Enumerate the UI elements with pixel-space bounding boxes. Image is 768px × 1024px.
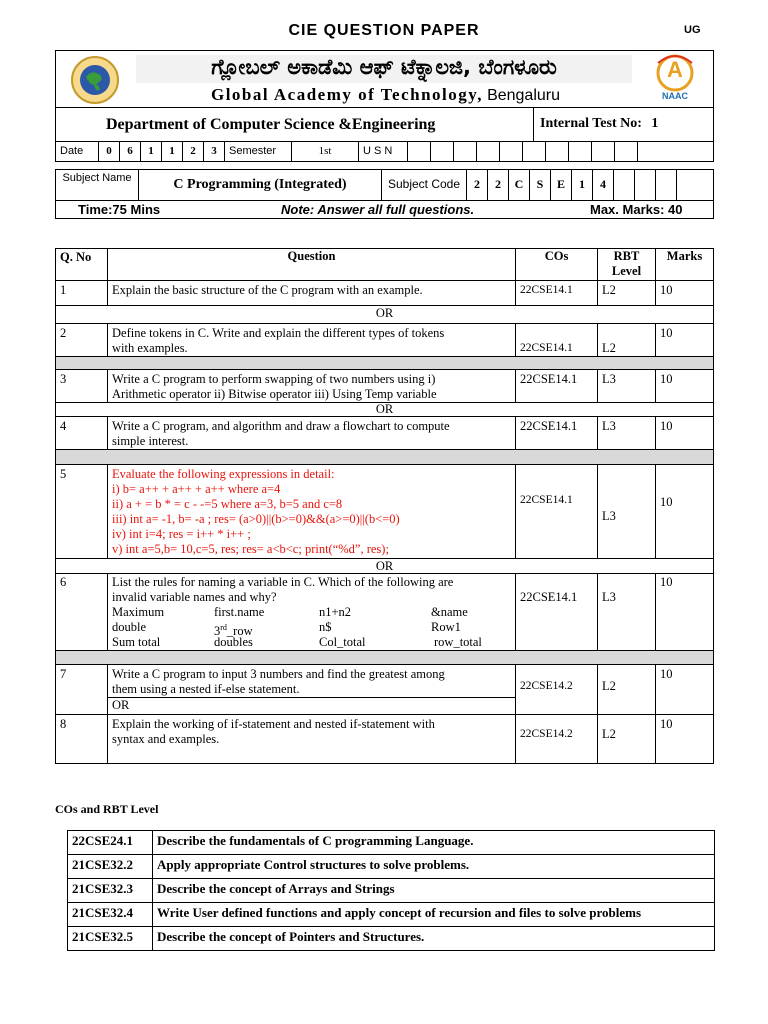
question-text	[108, 574, 516, 651]
variable-name: n1+n2	[319, 605, 352, 619]
question-marks: 10	[656, 715, 714, 764]
variable-name: row_total	[434, 635, 482, 649]
usn-box	[592, 142, 615, 162]
code-box	[677, 170, 714, 201]
date-digit: 1	[162, 142, 183, 162]
usn-box	[569, 142, 592, 162]
header-rbt: RBT Level	[598, 249, 656, 281]
header-qno: Q. No	[56, 249, 108, 281]
question-text	[108, 281, 516, 306]
question-text	[108, 715, 516, 764]
usn-box	[615, 142, 638, 162]
question-rbt: L3	[598, 417, 656, 450]
question-line: v) int a=5,b= 10,c=5, res; res= a<b<c; print(“%d”, res);	[112, 542, 389, 556]
naac-badge	[652, 53, 698, 105]
question-line: Explain the working of if-statement and nested if-statement with	[112, 717, 435, 731]
date-digit: 2	[183, 142, 204, 162]
or-separator: OR	[108, 697, 515, 713]
variable-name: first.name	[214, 605, 265, 619]
date-digit: 1	[141, 142, 162, 162]
question-text	[108, 665, 516, 715]
question-marks: 10	[656, 665, 714, 715]
questions-table	[55, 248, 714, 764]
question-co: 22CSE14.1	[516, 574, 598, 651]
question-line: Evaluate the following expressions in detail:	[112, 467, 335, 481]
variable-name: Sum total	[112, 635, 161, 649]
question-no: 6	[56, 574, 108, 651]
question-line: Define tokens in C. Write and explain the different types of tokens	[112, 326, 445, 340]
naac-grade: A	[667, 57, 683, 82]
subject-code-label: Subject Code	[382, 170, 467, 201]
question-line: List the rules for naming a variable in C. Which of the following are	[112, 575, 454, 589]
question-co: 22CSE14.2	[516, 715, 598, 764]
table-row	[56, 665, 714, 715]
table-row	[56, 574, 714, 651]
department-row	[55, 107, 714, 142]
co-code: 21CSE32.5	[68, 927, 153, 951]
subject-code-char: C	[509, 170, 530, 201]
question-line: Explain the basic structure of the C program with an example.	[112, 283, 423, 297]
internal-test-label: Internal Test No:	[540, 116, 642, 131]
subject-name: C Programming (Integrated)	[139, 170, 382, 201]
question-no: 2	[56, 324, 108, 357]
question-line: with examples.	[112, 341, 188, 355]
variable-name: double	[112, 620, 147, 634]
question-line: simple interest.	[112, 434, 189, 448]
usn-box	[500, 142, 523, 162]
question-line: Write a C program to perform swapping of two numbers using i)	[112, 372, 436, 386]
co-code: 22CSE24.1	[68, 831, 153, 855]
internal-test	[540, 116, 658, 132]
variable-name: Row1	[431, 620, 461, 634]
max-marks: Max. Marks: 40	[590, 202, 683, 217]
co-desc: Write User defined functions and apply concept of recursion and files to solve problems	[153, 903, 715, 927]
question-marks: 10	[656, 370, 714, 403]
subject-code-char: 4	[593, 170, 614, 201]
variable-name: n$	[319, 620, 332, 634]
college-header	[55, 50, 714, 108]
department-name: Department of Computer Science &Engineering	[106, 116, 436, 133]
question-line: iii) int a= -1, b= -a ; res= (a>0)||(b>=0)&&(a>=0)||(b<=0)	[112, 512, 400, 526]
page-title: CIE QUESTION PAPER	[288, 22, 480, 39]
question-line: i) b= a++ + a++ + a++ where a=4	[112, 482, 281, 496]
college-name: Global Academy of Technology,	[210, 85, 484, 104]
variable-name: Col_total	[319, 635, 366, 649]
header-cos: COs	[516, 249, 598, 281]
exam-time: Time:75 Mins	[78, 202, 161, 217]
question-marks: 10	[656, 281, 714, 306]
or-separator: OR	[56, 403, 714, 417]
question-rbt: L2	[598, 665, 656, 715]
table-row	[68, 903, 715, 927]
usn-box	[546, 142, 569, 162]
divider	[533, 108, 534, 141]
question-co: 22CSE14.1	[516, 370, 598, 403]
question-co: 22CSE14.1	[516, 324, 598, 357]
question-no: 4	[56, 417, 108, 450]
usn-box	[523, 142, 546, 162]
header-question: Question	[108, 249, 516, 281]
question-line: Arithmetic operator ii) Bitwise operator iii) Using Temp variable	[112, 387, 437, 401]
question-line: iv) int i=4; res = i++ * i++ ;	[112, 527, 251, 541]
table-row	[56, 417, 714, 450]
cos-table	[67, 830, 715, 951]
question-rbt: L2	[598, 281, 656, 306]
question-text	[108, 324, 516, 357]
co-code: 21CSE32.3	[68, 879, 153, 903]
semester-label: Semester	[225, 142, 292, 162]
question-no: 5	[56, 465, 108, 559]
internal-test-no: 1	[651, 116, 659, 131]
date-digit: 6	[120, 142, 141, 162]
question-no: 7	[56, 665, 108, 715]
subject-code-char: 2	[467, 170, 488, 201]
section-divider	[56, 651, 714, 665]
co-desc: Describe the fundamentals of C programming Language.	[153, 831, 715, 855]
co-desc: Describe the concept of Arrays and Strings	[153, 879, 715, 903]
question-marks: 10	[656, 465, 714, 559]
college-name-line	[56, 85, 715, 105]
question-no: 3	[56, 370, 108, 403]
question-line: invalid variable names and why?	[112, 590, 277, 604]
subject-code-char: 2	[488, 170, 509, 201]
question-marks: 10	[656, 324, 714, 357]
question-rbt: L3	[598, 370, 656, 403]
usn-box	[454, 142, 477, 162]
usn-label: U S N	[359, 142, 408, 162]
code-box	[614, 170, 635, 201]
section-divider	[56, 357, 714, 370]
or-separator: OR	[56, 306, 714, 324]
question-line: ii) a + = b * = c - -=5 where a=3, b=5 and c=8	[112, 497, 343, 511]
question-line: Write a C program, and algorithm and draw a flowchart to compute	[112, 419, 450, 433]
question-co: 22CSE14.1	[516, 417, 598, 450]
usn-box	[477, 142, 500, 162]
date-usn-row	[55, 141, 714, 162]
usn-box	[431, 142, 454, 162]
table-row	[56, 281, 714, 306]
variable-name: Maximum	[112, 605, 165, 619]
variable-names-grid	[112, 605, 511, 650]
question-rbt: L3	[598, 465, 656, 559]
table-row	[68, 831, 715, 855]
table-row	[56, 324, 714, 357]
subject-code-char: E	[551, 170, 572, 201]
section-divider	[56, 450, 714, 465]
question-marks: 10	[656, 417, 714, 450]
question-no: 8	[56, 715, 108, 764]
question-rbt: L2	[598, 324, 656, 357]
question-rbt: L2	[598, 715, 656, 764]
date-digit: 3	[204, 142, 225, 162]
date-digit: 0	[99, 142, 120, 162]
subject-row	[55, 169, 714, 201]
cos-heading: COs and RBT Level	[55, 802, 159, 816]
usn-box	[408, 142, 431, 162]
date-label: Date	[56, 142, 99, 162]
question-co: 22CSE14.1	[516, 281, 598, 306]
question-rbt: L3	[598, 574, 656, 651]
table-row	[56, 715, 714, 764]
level-label: UG	[684, 24, 701, 36]
exam-note: Note: Answer all full questions.	[281, 202, 475, 217]
variable-name: &name	[431, 605, 468, 619]
subject-code-char: S	[530, 170, 551, 201]
code-box	[635, 170, 656, 201]
or-separator: OR	[56, 559, 714, 574]
question-line: syntax and examples.	[112, 732, 220, 746]
table-row	[68, 927, 715, 951]
question-marks: 10	[656, 574, 714, 651]
question-text	[108, 465, 516, 559]
semester-value: 1st	[292, 142, 359, 162]
kannada-college-name: ಗ್ಲೋಬಲ್ ಅಕಾಡೆಮಿ ಆಫ್ ಟೆಕ್ನಾಲಜಿ, ಬೆಂಗಳೂರು	[211, 55, 557, 79]
question-co: 22CSE14.1	[516, 465, 598, 559]
header-marks: Marks	[656, 249, 714, 281]
question-no: 1	[56, 281, 108, 306]
table-row	[56, 465, 714, 559]
subject-name-label: Subject Name	[56, 170, 139, 201]
variable-name: doubles	[214, 635, 253, 649]
co-desc: Describe the concept of Pointers and Structures.	[153, 927, 715, 951]
naac-label: NAAC	[662, 91, 688, 101]
exam-meta-row	[55, 200, 714, 219]
table-row	[68, 879, 715, 903]
variable-name-3rd-row: 3rd_row	[214, 623, 253, 639]
question-line: Write a C program to input 3 numbers and find the greatest among	[112, 667, 445, 681]
question-text	[108, 370, 516, 403]
table-row	[56, 370, 714, 403]
code-box	[656, 170, 677, 201]
subject-code-char: 1	[572, 170, 593, 201]
co-code: 21CSE32.2	[68, 855, 153, 879]
usn-box	[638, 142, 714, 162]
table-row	[68, 855, 715, 879]
co-desc: Apply appropriate Control structures to solve problems.	[153, 855, 715, 879]
college-city: Bengaluru	[487, 87, 561, 104]
question-line: them using a nested if-else statement.	[112, 682, 300, 696]
co-code: 21CSE32.4	[68, 903, 153, 927]
question-text	[108, 417, 516, 450]
question-co: 22CSE14.2	[516, 665, 598, 715]
